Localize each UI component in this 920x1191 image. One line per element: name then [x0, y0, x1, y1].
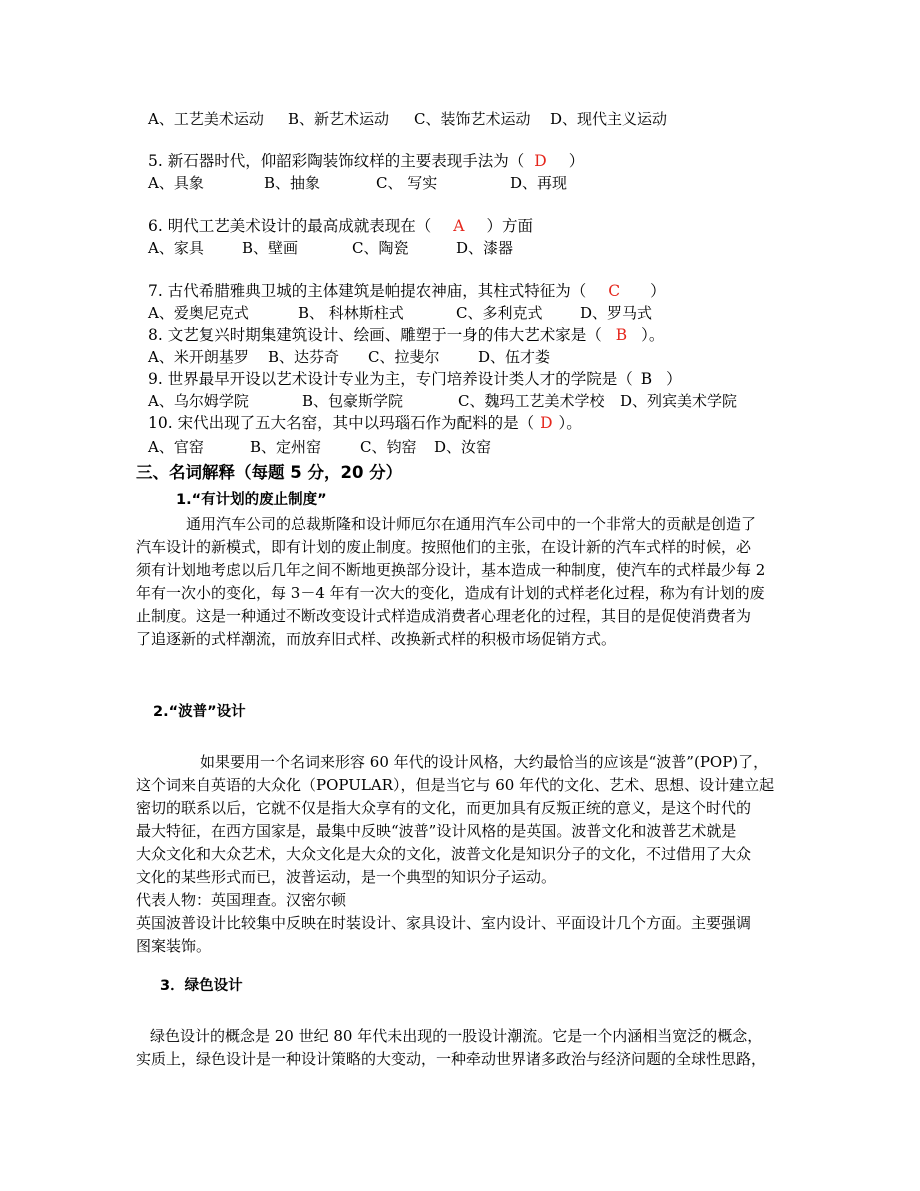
question-10 — [148, 412, 582, 434]
q9-option-b: B、包豪斯学院 — [302, 392, 404, 410]
q5-option-c: C、 写实 — [376, 174, 438, 192]
paragraph-line: 大众文化和大众艺术，大众文化是大众的文化，波普文化是知识分子的文化，不过借用了大众 — [136, 845, 752, 863]
q7-option-b: B、 科林斯柱式 — [298, 304, 404, 322]
term-1-title: 1.“有计划的废止制度” — [176, 492, 327, 508]
paragraph-line: 汽车设计的新模式，即有计划的废止制度。按照他们的主张，在设计新的汽车式样的时候，必 — [136, 538, 752, 556]
paragraph-line: 如果要用一个名词来形容 60 年代的设计风格，大约最恰当的应该是“波普”(POP)了， — [200, 753, 769, 771]
question-text-end: ） — [650, 282, 666, 300]
question-number: 6. — [148, 217, 163, 235]
question-text: 世界最早开设以艺术设计专业为主，专门培养设计类人才的学院是（ — [167, 370, 633, 388]
question-text-end: ） — [568, 152, 585, 170]
question-5 — [148, 150, 584, 172]
q9-option-d: D、列宾美术学院 — [620, 392, 738, 410]
answer: D — [540, 414, 553, 432]
q6-option-d: D、漆器 — [456, 239, 514, 257]
question-text: 宋代出现了五大名窑，其中以玛瑙石作为配料的是（ — [177, 414, 535, 432]
question-6 — [148, 215, 533, 237]
question-text: 新石器时代，仰韶彩陶装饰纹样的主要表现手法为（ — [167, 152, 525, 170]
question-number: 9. — [148, 370, 163, 388]
q10-option-c: C、钧窑 — [360, 438, 417, 456]
paragraph-line: 图案装饰。 — [136, 937, 212, 955]
paragraph-line: 通用汽车公司的总裁斯隆和设计师厄尔在通用汽车公司中的一个非常大的贡献是创造了 — [186, 515, 757, 533]
term-3-body — [136, 1025, 784, 1071]
q7-option-a: A、爱奥尼克式 — [148, 304, 249, 322]
q8-option-d: D、伍才娄 — [478, 348, 551, 366]
q7-option-d: D、罗马式 — [580, 304, 653, 322]
question-9 — [148, 368, 682, 390]
paragraph-line: 最大特征，在西方国家是，最集中反映“波普”设计风格的是英国。波普文化和波普艺术就是 — [136, 822, 737, 840]
paragraph-line: 实质上，绿色设计是一种设计策略的大变动，一种牵动世界诸多政治与经济问题的全球性思路， — [136, 1050, 767, 1068]
question-text: 古代希腊雅典卫城的主体建筑是帕提农神庙，其柱式特征为（ — [167, 282, 587, 300]
q7-option-c: C、多利克式 — [456, 304, 543, 322]
paragraph-line: 了追逐新的式样潮流，而放弃旧式样、改换新式样的积极市场促销方式。 — [136, 630, 617, 648]
q4-option-b: B、新艺术运动 — [288, 110, 390, 128]
paragraph-line: 密切的联系以后，它就不仅是指大众享有的文化，而更加具有反叛正统的意义，是这个时代的 — [136, 799, 752, 817]
answer: B — [640, 370, 653, 388]
paragraph-line: 文化的某些形式而已，波普运动，是一个典型的知识分子运动。 — [136, 868, 557, 886]
q8-option-b: B、达芬奇 — [268, 348, 340, 366]
answer: D — [534, 152, 547, 170]
q10-option-a: A、官窑 — [148, 438, 204, 456]
q4-option-a: A、工艺美术运动 — [148, 110, 264, 128]
question-7 — [148, 280, 666, 302]
answer: A — [453, 217, 465, 235]
q4-option-c: C、装饰艺术运动 — [414, 110, 531, 128]
answer: B — [615, 326, 628, 344]
term-3-title: 3．绿色设计 — [160, 978, 243, 994]
term-2-body — [136, 751, 784, 958]
answer: C — [608, 282, 621, 300]
q6-option-b: B、壁画 — [242, 239, 299, 257]
q5-option-b: B、抽象 — [264, 174, 321, 192]
question-number: 10. — [148, 414, 173, 432]
q4-option-d: D、现代主义运动 — [550, 110, 668, 128]
q10-option-d: D、汝窑 — [434, 438, 492, 456]
q6-option-c: C、陶瓷 — [352, 239, 409, 257]
paragraph-line: 这个词来自英语的大众化（POPULAR），但是当它与 60 年代的文化、艺术、思想、设计建立起 — [136, 776, 775, 794]
q6-option-a: A、家具 — [148, 239, 204, 257]
paragraph-line: 代表人物：英国理查。汉密尔顿 — [136, 891, 347, 909]
question-text: 文艺复兴时期集建筑设计、绘画、雕塑于一身的伟大艺术家是（ — [167, 326, 602, 344]
question-text: 明代工艺美术设计的最高成就表现在（ — [167, 217, 432, 235]
paragraph-line: 英国波普设计比较集中反映在时装设计、家具设计、室内设计、平面设计几个方面。主要强调 — [136, 914, 752, 932]
q8-option-a: A、米开朗基罗 — [148, 348, 249, 366]
question-number: 8. — [148, 326, 163, 344]
question-number: 7. — [148, 282, 163, 300]
question-text-end: ）。 — [558, 414, 582, 432]
q5-option-a: A、具象 — [148, 174, 204, 192]
q5-option-d: D、再现 — [510, 174, 568, 192]
q8-option-c: C、拉斐尔 — [368, 348, 440, 366]
paragraph-line: 绿色设计的概念是 20 世纪 80 年代未出现的一股设计潮流。它是一个内涵相当宽泛的概念， — [150, 1027, 763, 1045]
q10-option-b: B、定州窑 — [250, 438, 322, 456]
question-number: 5. — [148, 152, 163, 170]
term-2-title: 2.“波普”设计 — [153, 704, 246, 720]
question-text-end: ）。 — [641, 326, 665, 344]
q9-option-c: C、魏玛工艺美术学校 — [458, 392, 605, 410]
paragraph-line: 止制度。这是一种通过不断改变设计式样造成消费者心理老化的过程，其目的是促使消费者为 — [136, 607, 752, 625]
question-8 — [148, 324, 664, 346]
q9-option-a: A、乌尔姆学院 — [148, 392, 249, 410]
term-1-body — [136, 513, 784, 651]
section-heading: 三、名词解释（每题 5 分，20 分） — [136, 463, 403, 482]
question-text-end: ） — [666, 370, 682, 388]
paragraph-line: 年有一次小的变化，每 3－4 年有一次大的变化，造成有计划的式样老化过程，称为有计划的废 — [136, 584, 765, 602]
question-text-end: ）方面 — [486, 217, 533, 235]
paragraph-line: 须有计划地考虑以后几年之间不断地更换部分设计，基本造成一种制度，使汽车的式样最少每 2 — [136, 561, 766, 579]
